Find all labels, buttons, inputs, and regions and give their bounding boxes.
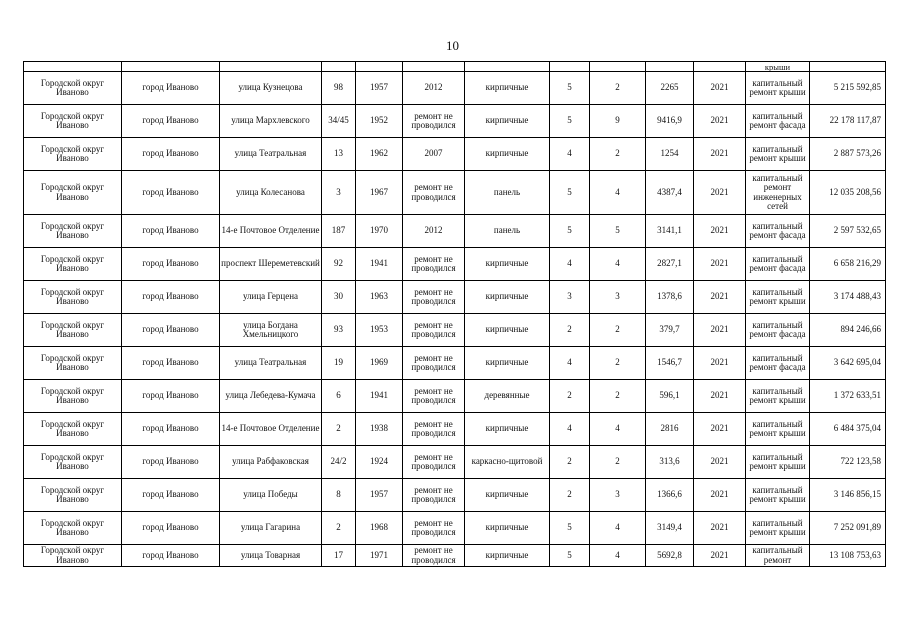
cell-last-repair-year: ремонт не проводился [403, 281, 465, 314]
cell-municipality: Городской округ Иваново [24, 138, 122, 171]
cell-cost: 22 178 117,87 [810, 105, 886, 138]
cell-street: улица Театральная [220, 347, 322, 380]
cell-street: 14-е Почтовое Отделение [220, 413, 322, 446]
cell-planned-year: 2021 [694, 380, 746, 413]
cell-settlement: город Иваново [122, 413, 220, 446]
cell-build-year: 1962 [356, 138, 403, 171]
cell-wall-material: панель [465, 215, 550, 248]
cell-work-type: капитальный ремонт инженерных сетей [746, 171, 810, 215]
cell-cost: 6 484 375,04 [810, 413, 886, 446]
cell-area: 2265 [646, 72, 694, 105]
table-row [24, 413, 886, 446]
cell-planned-year: 2021 [694, 545, 746, 567]
cell-floors: 3 [550, 281, 590, 314]
cell-last-repair-year: ремонт не проводился [403, 512, 465, 545]
cell-planned-year: 2021 [694, 413, 746, 446]
cell-municipality: Городской округ Иваново [24, 347, 122, 380]
cell-work-type: капитальный ремонт крыши [746, 446, 810, 479]
cell-cost: 7 252 091,89 [810, 512, 886, 545]
table-row [24, 347, 886, 380]
cell-settlement: город Иваново [122, 347, 220, 380]
cell-work-type: капитальный ремонт [746, 545, 810, 567]
cell-planned-year [694, 62, 746, 72]
cell-work-type: капитальный ремонт крыши [746, 479, 810, 512]
cell-house-number: 17 [322, 545, 356, 567]
cell-wall-material: кирпичные [465, 281, 550, 314]
cell-settlement: город Иваново [122, 380, 220, 413]
cell-house-number: 92 [322, 248, 356, 281]
cell-floors [550, 62, 590, 72]
cell-settlement: город Иваново [122, 105, 220, 138]
cell-entrances: 2 [590, 347, 646, 380]
cell-house-number: 34/45 [322, 105, 356, 138]
cell-street: проспект Шереметевский [220, 248, 322, 281]
cell-cost: 2 887 573,26 [810, 138, 886, 171]
cell-floors: 5 [550, 171, 590, 215]
cell-street [220, 62, 322, 72]
cell-house-number: 98 [322, 72, 356, 105]
cell-settlement: город Иваново [122, 545, 220, 567]
cell-street: улица Театральная [220, 138, 322, 171]
cell-cost: 3 146 856,15 [810, 479, 886, 512]
cell-entrances: 2 [590, 138, 646, 171]
cell-floors: 4 [550, 413, 590, 446]
cell-municipality: Городской округ Иваново [24, 281, 122, 314]
cell-house-number: 13 [322, 138, 356, 171]
cell-build-year: 1941 [356, 380, 403, 413]
cell-settlement: город Иваново [122, 446, 220, 479]
cell-cost: 6 658 216,29 [810, 248, 886, 281]
cell-area: 1546,7 [646, 347, 694, 380]
cell-build-year [356, 62, 403, 72]
cell-street: улица Богдана Хмельницкого [220, 314, 322, 347]
cell-wall-material: панель [465, 171, 550, 215]
cell-area: 2827,1 [646, 248, 694, 281]
cell-house-number: 93 [322, 314, 356, 347]
cell-last-repair-year: ремонт не проводился [403, 413, 465, 446]
cell-house-number: 19 [322, 347, 356, 380]
cell-settlement: город Иваново [122, 215, 220, 248]
cell-last-repair-year: ремонт не проводился [403, 446, 465, 479]
cell-last-repair-year: ремонт не проводился [403, 171, 465, 215]
cell-planned-year: 2021 [694, 479, 746, 512]
cell-last-repair-year: 2012 [403, 215, 465, 248]
cell-settlement: город Иваново [122, 171, 220, 215]
cell-area: 313,6 [646, 446, 694, 479]
cell-entrances: 9 [590, 105, 646, 138]
cell-wall-material: кирпичные [465, 314, 550, 347]
cell-area: 1366,6 [646, 479, 694, 512]
cell-last-repair-year: ремонт не проводился [403, 347, 465, 380]
cell-last-repair-year: ремонт не проводился [403, 105, 465, 138]
cell-house-number: 187 [322, 215, 356, 248]
cell-house-number: 2 [322, 512, 356, 545]
cell-floors: 5 [550, 105, 590, 138]
cell-area: 5692,8 [646, 545, 694, 567]
cell-planned-year: 2021 [694, 171, 746, 215]
cell-work-type: капитальный ремонт крыши [746, 138, 810, 171]
table-row-continuation [24, 62, 886, 72]
cell-settlement: город Иваново [122, 479, 220, 512]
cell-planned-year: 2021 [694, 281, 746, 314]
cell-entrances: 5 [590, 215, 646, 248]
cell-house-number: 8 [322, 479, 356, 512]
cell-wall-material: кирпичные [465, 105, 550, 138]
table-row [24, 138, 886, 171]
cell-build-year: 1968 [356, 512, 403, 545]
cell-municipality: Городской округ Иваново [24, 413, 122, 446]
cell-cost [810, 62, 886, 72]
cell-house-number: 30 [322, 281, 356, 314]
cell-house-number: 3 [322, 171, 356, 215]
cell-house-number [322, 62, 356, 72]
cell-last-repair-year: ремонт не проводился [403, 545, 465, 567]
cell-floors: 5 [550, 512, 590, 545]
cell-wall-material: кирпичные [465, 72, 550, 105]
cell-entrances: 4 [590, 248, 646, 281]
cell-floors: 4 [550, 138, 590, 171]
table-row [24, 215, 886, 248]
cell-last-repair-year: 2007 [403, 138, 465, 171]
cell-entrances: 4 [590, 512, 646, 545]
cell-municipality: Городской округ Иваново [24, 105, 122, 138]
cell-build-year: 1957 [356, 479, 403, 512]
cell-area: 596,1 [646, 380, 694, 413]
cell-street: улица Колесанова [220, 171, 322, 215]
cell-area: 2816 [646, 413, 694, 446]
cell-entrances: 2 [590, 72, 646, 105]
cell-build-year: 1938 [356, 413, 403, 446]
cell-street: улица Победы [220, 479, 322, 512]
cell-build-year: 1963 [356, 281, 403, 314]
cell-cost: 722 123,58 [810, 446, 886, 479]
cell-cost: 5 215 592,85 [810, 72, 886, 105]
cell-last-repair-year: ремонт не проводился [403, 248, 465, 281]
cell-floors: 5 [550, 545, 590, 567]
cell-wall-material: кирпичные [465, 512, 550, 545]
cell-municipality: Городской округ Иваново [24, 512, 122, 545]
table-row [24, 446, 886, 479]
cell-entrances: 2 [590, 380, 646, 413]
table-row [24, 171, 886, 215]
cell-work-type: капитальный ремонт крыши [746, 72, 810, 105]
cell-build-year: 1953 [356, 314, 403, 347]
cell-work-type: капитальный ремонт крыши [746, 413, 810, 446]
cell-street: улица Мархлевского [220, 105, 322, 138]
cell-build-year: 1957 [356, 72, 403, 105]
cell-wall-material: каркасно-щитовой [465, 446, 550, 479]
cell-entrances: 4 [590, 413, 646, 446]
cell-floors: 5 [550, 72, 590, 105]
cell-municipality: Городской округ Иваново [24, 545, 122, 567]
cell-cost: 1 372 633,51 [810, 380, 886, 413]
cell-planned-year: 2021 [694, 314, 746, 347]
cell-build-year: 1967 [356, 171, 403, 215]
table-row [24, 545, 886, 567]
page-number: 10 [446, 38, 459, 53]
cell-municipality: Городской округ Иваново [24, 72, 122, 105]
cell-last-repair-year: ремонт не проводился [403, 314, 465, 347]
cell-cost: 3 642 695,04 [810, 347, 886, 380]
table-row [24, 479, 886, 512]
cell-wall-material: кирпичные [465, 138, 550, 171]
cell-street: улица Рабфаковская [220, 446, 322, 479]
cell-floors: 4 [550, 347, 590, 380]
cell-area: 3141,1 [646, 215, 694, 248]
cell-settlement: город Иваново [122, 138, 220, 171]
cell-area: 9416,9 [646, 105, 694, 138]
cell-floors: 2 [550, 314, 590, 347]
cell-work-type: капитальный ремонт крыши [746, 512, 810, 545]
cell-street: 14-е Почтовое Отделение [220, 215, 322, 248]
cell-settlement: город Иваново [122, 248, 220, 281]
cell-floors: 2 [550, 446, 590, 479]
cell-entrances: 2 [590, 446, 646, 479]
table-row [24, 105, 886, 138]
cell-cost: 3 174 488,43 [810, 281, 886, 314]
table-row [24, 380, 886, 413]
cell-work-type: крыши [746, 62, 810, 72]
cell-area: 1254 [646, 138, 694, 171]
cell-planned-year: 2021 [694, 512, 746, 545]
cell-wall-material [465, 62, 550, 72]
cell-street: улица Кузнецова [220, 72, 322, 105]
cell-area: 3149,4 [646, 512, 694, 545]
cell-last-repair-year: ремонт не проводился [403, 479, 465, 512]
cell-house-number: 6 [322, 380, 356, 413]
cell-house-number: 24/2 [322, 446, 356, 479]
table-row [24, 72, 886, 105]
cell-floors: 5 [550, 215, 590, 248]
cell-street: улица Гагарина [220, 512, 322, 545]
cell-wall-material: деревянные [465, 380, 550, 413]
cell-work-type: капитальный ремонт фасада [746, 105, 810, 138]
cell-municipality: Городской округ Иваново [24, 479, 122, 512]
cell-municipality: Городской округ Иваново [24, 171, 122, 215]
cell-last-repair-year: ремонт не проводился [403, 380, 465, 413]
cell-build-year: 1941 [356, 248, 403, 281]
table-body [24, 62, 886, 567]
cell-floors: 2 [550, 380, 590, 413]
table-row [24, 512, 886, 545]
cell-wall-material: кирпичные [465, 413, 550, 446]
cell-work-type: капитальный ремонт фасада [746, 248, 810, 281]
cell-municipality: Городской округ Иваново [24, 314, 122, 347]
cell-area: 4387,4 [646, 171, 694, 215]
cell-wall-material: кирпичные [465, 347, 550, 380]
cell-build-year: 1970 [356, 215, 403, 248]
cell-entrances: 3 [590, 479, 646, 512]
cell-work-type: капитальный ремонт фасада [746, 215, 810, 248]
cell-municipality: Городской округ Иваново [24, 446, 122, 479]
cell-planned-year: 2021 [694, 215, 746, 248]
cell-cost: 2 597 532,65 [810, 215, 886, 248]
repair-program-table [23, 61, 886, 567]
cell-work-type: капитальный ремонт фасада [746, 347, 810, 380]
cell-entrances: 4 [590, 545, 646, 567]
cell-planned-year: 2021 [694, 347, 746, 380]
cell-settlement: город Иваново [122, 72, 220, 105]
cell-settlement [122, 62, 220, 72]
cell-planned-year: 2021 [694, 248, 746, 281]
cell-work-type: капитальный ремонт крыши [746, 380, 810, 413]
cell-work-type: капитальный ремонт крыши [746, 281, 810, 314]
cell-entrances: 2 [590, 314, 646, 347]
cell-planned-year: 2021 [694, 446, 746, 479]
cell-last-repair-year: 2012 [403, 72, 465, 105]
cell-municipality: Городской округ Иваново [24, 215, 122, 248]
cell-wall-material: кирпичные [465, 248, 550, 281]
cell-wall-material: кирпичные [465, 479, 550, 512]
cell-entrances: 3 [590, 281, 646, 314]
cell-settlement: город Иваново [122, 512, 220, 545]
cell-street: улица Товарная [220, 545, 322, 567]
cell-street: улица Герцена [220, 281, 322, 314]
cell-planned-year: 2021 [694, 138, 746, 171]
cell-area: 379,7 [646, 314, 694, 347]
cell-settlement: город Иваново [122, 281, 220, 314]
cell-cost: 894 246,66 [810, 314, 886, 347]
cell-street: улица Лебедева-Кумача [220, 380, 322, 413]
cell-last-repair-year [403, 62, 465, 72]
cell-entrances [590, 62, 646, 72]
cell-build-year: 1952 [356, 105, 403, 138]
cell-municipality: Городской округ Иваново [24, 248, 122, 281]
cell-cost: 12 035 208,56 [810, 171, 886, 215]
cell-settlement: город Иваново [122, 314, 220, 347]
cell-area: 1378,6 [646, 281, 694, 314]
cell-wall-material: кирпичные [465, 545, 550, 567]
cell-build-year: 1969 [356, 347, 403, 380]
table-row [24, 248, 886, 281]
cell-build-year: 1924 [356, 446, 403, 479]
cell-cost: 13 108 753,63 [810, 545, 886, 567]
table-row [24, 314, 886, 347]
cell-entrances: 4 [590, 171, 646, 215]
cell-work-type: капитальный ремонт фасада [746, 314, 810, 347]
cell-floors: 4 [550, 248, 590, 281]
cell-house-number: 2 [322, 413, 356, 446]
cell-build-year: 1971 [356, 545, 403, 567]
cell-municipality [24, 62, 122, 72]
cell-municipality: Городской округ Иваново [24, 380, 122, 413]
table-row [24, 281, 886, 314]
cell-floors: 2 [550, 479, 590, 512]
cell-area [646, 62, 694, 72]
cell-planned-year: 2021 [694, 105, 746, 138]
cell-planned-year: 2021 [694, 72, 746, 105]
